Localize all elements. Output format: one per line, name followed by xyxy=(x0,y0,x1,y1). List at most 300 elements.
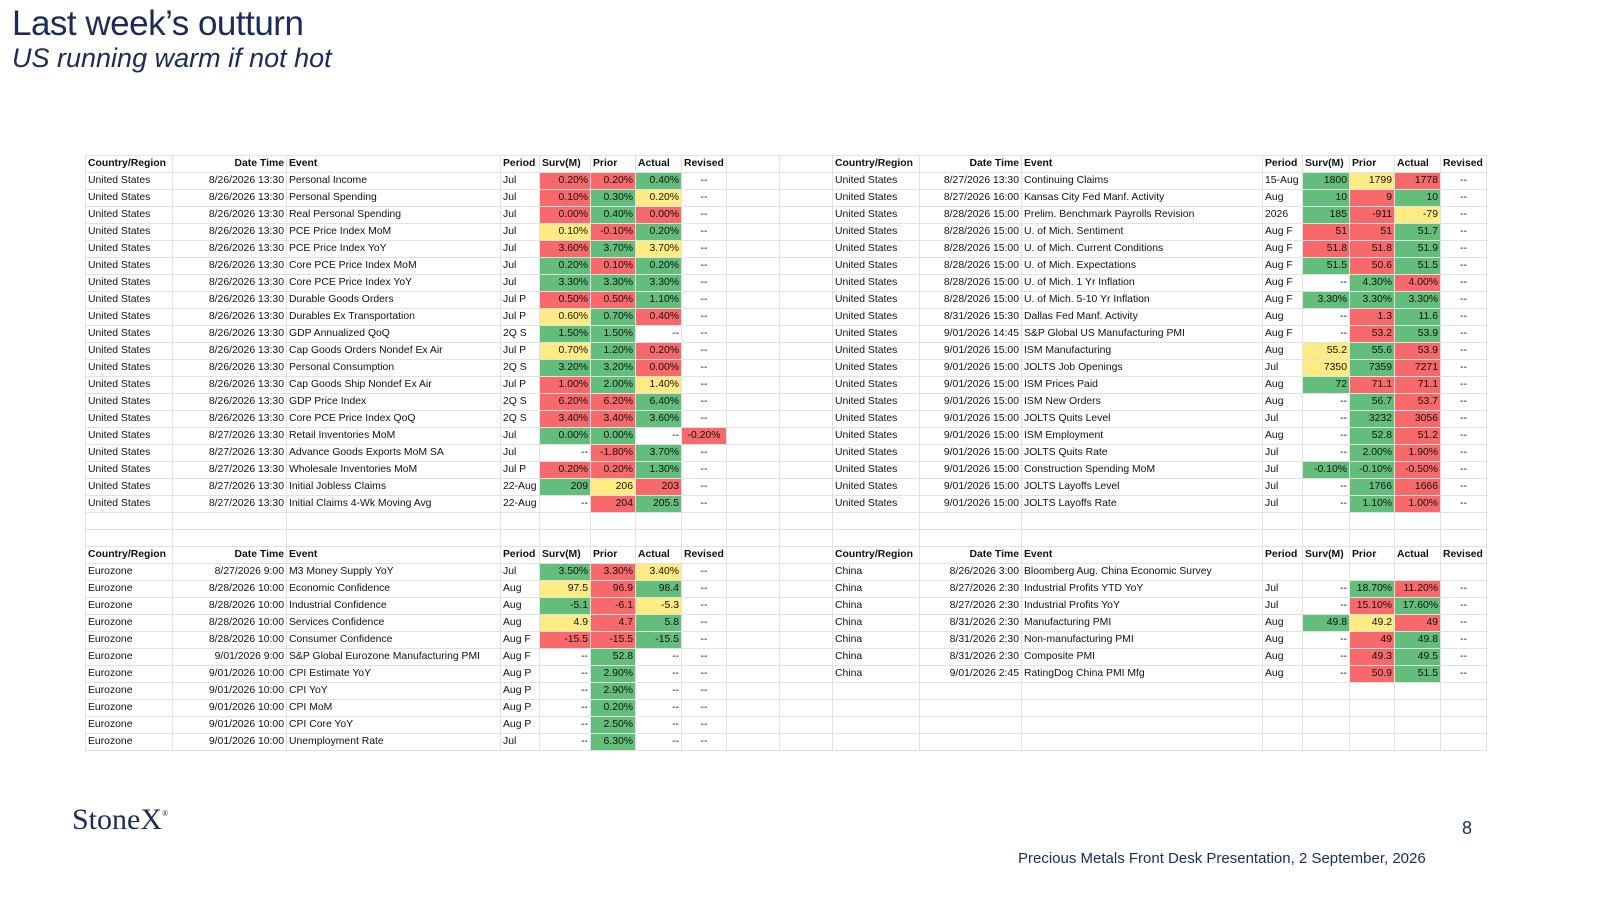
table-cell: -- xyxy=(1303,581,1350,598)
table-cell: United States xyxy=(86,479,173,496)
table-cell: -15.5 xyxy=(540,632,591,649)
table-cell: -- xyxy=(1441,581,1487,598)
table-cell: 5.8 xyxy=(636,615,682,632)
table-cell: 11.20% xyxy=(1395,581,1441,598)
table-cell: 0.00% xyxy=(540,207,591,224)
table-cell: 53.9 xyxy=(1395,326,1441,343)
table-cell: JOLTS Layoffs Rate xyxy=(1022,496,1263,513)
table-cell: Construction Spending MoM xyxy=(1022,462,1263,479)
table-cell: -- xyxy=(1441,411,1487,428)
table-cell: 56.7 xyxy=(1350,394,1395,411)
empty-cell xyxy=(780,275,833,292)
table-cell: 1.90% xyxy=(1395,445,1441,462)
table-cell: United States xyxy=(86,190,173,207)
table-cell: Aug xyxy=(501,581,540,598)
table-cell: JOLTS Layoffs Level xyxy=(1022,479,1263,496)
table-cell: 8/26/2026 13:30 xyxy=(173,241,287,258)
table-cell: 0.40% xyxy=(636,309,682,326)
table-cell: 204 xyxy=(591,496,636,513)
table-cell: 3.60% xyxy=(540,241,591,258)
table-cell: U. of Mich. Sentiment xyxy=(1022,224,1263,241)
table-cell: Industrial Profits YoY xyxy=(1022,598,1263,615)
table-cell: -- xyxy=(1441,258,1487,275)
empty-cell xyxy=(727,530,780,547)
table-cell: -0.50% xyxy=(1395,462,1441,479)
table-cell: 8/28/2026 15:00 xyxy=(920,207,1022,224)
table-cell: 8/28/2026 10:00 xyxy=(173,581,287,598)
table-cell: Jul xyxy=(1263,496,1303,513)
empty-cell xyxy=(1350,717,1395,734)
empty-cell xyxy=(727,683,780,700)
table-cell: Jul P xyxy=(501,377,540,394)
table-cell: 6.20% xyxy=(540,394,591,411)
table-cell: Jul P xyxy=(501,462,540,479)
table-cell: China xyxy=(833,615,920,632)
table-cell: -5.1 xyxy=(540,598,591,615)
empty-cell xyxy=(636,530,682,547)
table-cell: -0.20% xyxy=(682,428,727,445)
table-cell: -- xyxy=(636,326,682,343)
table-cell: United States xyxy=(833,224,920,241)
empty-cell xyxy=(833,717,920,734)
table-cell: Jul xyxy=(501,428,540,445)
table-cell: -- xyxy=(636,734,682,751)
empty-cell xyxy=(780,717,833,734)
table-cell: 51 xyxy=(1303,224,1350,241)
table-cell: Jul xyxy=(1263,598,1303,615)
empty-cell xyxy=(780,513,833,530)
table-cell: -- xyxy=(1303,649,1350,666)
column-header: Prior xyxy=(591,547,636,564)
table-cell: Aug xyxy=(1263,394,1303,411)
table-row xyxy=(86,224,1487,241)
economic-calendar-grid xyxy=(85,155,1487,751)
table-cell: United States xyxy=(833,411,920,428)
table-cell: United States xyxy=(86,173,173,190)
table-cell: 0.70% xyxy=(540,343,591,360)
header-row xyxy=(86,547,1487,564)
footer-text: Precious Metals Front Desk Presentation, 2 September, 2026 xyxy=(1018,850,1426,867)
table-cell: -- xyxy=(682,309,727,326)
empty-cell xyxy=(1441,683,1487,700)
empty-cell xyxy=(833,513,920,530)
table-cell: 9/01/2026 14:45 xyxy=(920,326,1022,343)
table-cell: -- xyxy=(682,598,727,615)
table-cell: United States xyxy=(833,241,920,258)
empty-cell xyxy=(780,496,833,513)
empty-cell xyxy=(501,513,540,530)
table-cell: China xyxy=(833,632,920,649)
empty-cell xyxy=(780,632,833,649)
empty-cell xyxy=(727,224,780,241)
table-cell: 0.20% xyxy=(540,173,591,190)
table-cell: -1.80% xyxy=(591,445,636,462)
table-cell: M3 Money Supply YoY xyxy=(287,564,501,581)
table-cell: -- xyxy=(1441,598,1487,615)
empty-cell xyxy=(780,360,833,377)
table-cell: 8/27/2026 9:00 xyxy=(173,564,287,581)
table-cell: -- xyxy=(1303,598,1350,615)
table-cell: 0.00% xyxy=(636,207,682,224)
empty-cell xyxy=(682,530,727,547)
table-cell: 3.30% xyxy=(1350,292,1395,309)
table-row xyxy=(86,292,1487,309)
table-cell: 8/26/2026 13:30 xyxy=(173,190,287,207)
empty-cell xyxy=(540,513,591,530)
table-cell: Core PCE Price Index MoM xyxy=(287,258,501,275)
table-cell: Consumer Confidence xyxy=(287,632,501,649)
table-row xyxy=(86,717,1487,734)
table-cell: Continuing Claims xyxy=(1022,173,1263,190)
empty-cell xyxy=(727,326,780,343)
empty-cell xyxy=(727,343,780,360)
table-cell: Aug xyxy=(1263,615,1303,632)
table-cell: 8/27/2026 2:30 xyxy=(920,581,1022,598)
table-cell: 1799 xyxy=(1350,173,1395,190)
table-cell: ISM Employment xyxy=(1022,428,1263,445)
table-cell: 0.20% xyxy=(591,462,636,479)
empty-cell xyxy=(833,700,920,717)
table-cell: Jul xyxy=(501,734,540,751)
table-cell: 9/01/2026 10:00 xyxy=(173,683,287,700)
table-cell: 3.30% xyxy=(636,275,682,292)
empty-cell xyxy=(780,241,833,258)
table-cell: 8/26/2026 13:30 xyxy=(173,360,287,377)
empty-cell xyxy=(727,513,780,530)
table-cell: 3.30% xyxy=(591,275,636,292)
table-row xyxy=(86,411,1487,428)
table-cell: 4.00% xyxy=(1395,275,1441,292)
table-cell: Aug F xyxy=(1263,326,1303,343)
empty-cell xyxy=(727,190,780,207)
empty-cell xyxy=(1350,734,1395,751)
table-cell: -0.10% xyxy=(1350,462,1395,479)
table-cell: Jul xyxy=(501,173,540,190)
table-cell: 3.70% xyxy=(591,241,636,258)
table-cell: Jul xyxy=(501,275,540,292)
table-cell: 2Q S xyxy=(501,326,540,343)
table-cell: -- xyxy=(1441,632,1487,649)
table-cell: 8/26/2026 13:30 xyxy=(173,292,287,309)
table-cell: 51 xyxy=(1350,224,1395,241)
column-header: Date Time xyxy=(173,156,287,173)
empty-cell xyxy=(727,445,780,462)
empty-cell xyxy=(1263,683,1303,700)
empty-cell xyxy=(780,734,833,751)
empty-cell xyxy=(727,649,780,666)
table-cell: Jul xyxy=(1263,445,1303,462)
table-cell: -- xyxy=(682,615,727,632)
empty-cell xyxy=(780,666,833,683)
table-cell: -- xyxy=(682,479,727,496)
table-cell: Aug F xyxy=(1263,241,1303,258)
table-cell: 4.9 xyxy=(540,615,591,632)
table-cell: -5.3 xyxy=(636,598,682,615)
empty-cell xyxy=(780,258,833,275)
empty-cell xyxy=(727,309,780,326)
column-header: Actual xyxy=(636,547,682,564)
table-cell: 3.30% xyxy=(1303,292,1350,309)
empty-cell xyxy=(1263,513,1303,530)
table-cell: 0.50% xyxy=(540,292,591,309)
table-cell: 10 xyxy=(1303,190,1350,207)
table-cell: 7271 xyxy=(1395,360,1441,377)
table-cell: Durable Goods Orders xyxy=(287,292,501,309)
table-cell: -79 xyxy=(1395,207,1441,224)
table-cell: Services Confidence xyxy=(287,615,501,632)
table-cell: -- xyxy=(1303,428,1350,445)
table-cell: United States xyxy=(86,496,173,513)
empty-cell xyxy=(727,292,780,309)
table-cell: -- xyxy=(1303,445,1350,462)
empty-cell xyxy=(287,513,501,530)
table-cell: 8/26/2026 13:30 xyxy=(173,411,287,428)
table-cell: Eurozone xyxy=(86,632,173,649)
empty-cell xyxy=(727,377,780,394)
table-cell: 22-Aug xyxy=(501,496,540,513)
table-cell: Aug xyxy=(1263,343,1303,360)
table-cell: -- xyxy=(636,717,682,734)
table-cell: 0.20% xyxy=(591,700,636,717)
empty-cell xyxy=(1350,700,1395,717)
table-cell: United States xyxy=(86,394,173,411)
table-cell: ISM Prices Paid xyxy=(1022,377,1263,394)
empty-cell xyxy=(780,445,833,462)
table-cell: 52.8 xyxy=(591,649,636,666)
table-cell: -- xyxy=(1441,479,1487,496)
table-cell: 71.1 xyxy=(1395,377,1441,394)
table-cell: -- xyxy=(1441,309,1487,326)
table-cell: JOLTS Job Openings xyxy=(1022,360,1263,377)
table-cell: 0.20% xyxy=(636,258,682,275)
table-cell: 205.5 xyxy=(636,496,682,513)
table-cell: Jul P xyxy=(501,292,540,309)
table-cell: United States xyxy=(833,394,920,411)
column-header: Actual xyxy=(1395,156,1441,173)
empty-cell xyxy=(780,649,833,666)
empty-cell xyxy=(727,428,780,445)
table-cell: 98.4 xyxy=(636,581,682,598)
empty-cell xyxy=(780,683,833,700)
table-cell: 8/28/2026 15:00 xyxy=(920,258,1022,275)
table-cell: Aug F xyxy=(501,632,540,649)
table-cell: China xyxy=(833,581,920,598)
table-cell: -- xyxy=(682,666,727,683)
table-cell: 49.5 xyxy=(1395,649,1441,666)
table-row xyxy=(86,615,1487,632)
table-cell: 8/26/2026 13:30 xyxy=(173,207,287,224)
table-cell: United States xyxy=(86,445,173,462)
table-cell: JOLTS Quits Level xyxy=(1022,411,1263,428)
table-row xyxy=(86,275,1487,292)
empty-cell xyxy=(1303,683,1350,700)
table-cell: Bloomberg Aug. China Economic Survey xyxy=(1022,564,1263,581)
page-number: 8 xyxy=(1462,818,1473,838)
empty-cell xyxy=(727,462,780,479)
table-cell: 0.20% xyxy=(636,190,682,207)
table-cell: 8/26/2026 13:30 xyxy=(173,326,287,343)
empty-cell xyxy=(727,479,780,496)
empty-cell xyxy=(1263,717,1303,734)
empty-cell xyxy=(1263,700,1303,717)
table-row xyxy=(86,683,1487,700)
empty-cell xyxy=(727,156,780,173)
table-cell: 97.5 xyxy=(540,581,591,598)
table-cell: -- xyxy=(682,734,727,751)
table-cell: -- xyxy=(1441,615,1487,632)
empty-cell xyxy=(727,207,780,224)
table-cell: -- xyxy=(1303,275,1350,292)
column-header: Date Time xyxy=(173,547,287,564)
table-cell: Personal Spending xyxy=(287,190,501,207)
table-cell: 209 xyxy=(540,479,591,496)
table-cell: -- xyxy=(682,224,727,241)
table-cell: -6.1 xyxy=(591,598,636,615)
table-cell: 11.6 xyxy=(1395,309,1441,326)
table-row xyxy=(86,700,1487,717)
table-cell: United States xyxy=(86,207,173,224)
table-cell: Eurozone xyxy=(86,734,173,751)
empty-cell xyxy=(727,258,780,275)
table-cell: -- xyxy=(682,275,727,292)
table-cell: 9/01/2026 15:00 xyxy=(920,411,1022,428)
table-cell: -- xyxy=(1441,496,1487,513)
table-cell: -- xyxy=(1303,496,1350,513)
column-header: Revised xyxy=(682,547,727,564)
table-cell: 9/01/2026 15:00 xyxy=(920,496,1022,513)
table-cell: 2.90% xyxy=(591,666,636,683)
column-header: Period xyxy=(1263,156,1303,173)
table-cell: China xyxy=(833,598,920,615)
table-cell: 49.8 xyxy=(1395,632,1441,649)
empty-cell xyxy=(780,207,833,224)
empty-cell xyxy=(540,530,591,547)
table-cell: 8/27/2026 13:30 xyxy=(173,496,287,513)
table-cell: -- xyxy=(540,649,591,666)
table-cell: Aug xyxy=(1263,666,1303,683)
table-row xyxy=(86,632,1487,649)
empty-cell xyxy=(1350,513,1395,530)
table-cell: Jul P xyxy=(501,309,540,326)
empty-cell xyxy=(173,530,287,547)
stonex-logo: StoneX® xyxy=(72,803,169,836)
table-cell: Aug xyxy=(1263,309,1303,326)
table-cell: United States xyxy=(833,309,920,326)
table-cell: 1.40% xyxy=(636,377,682,394)
header-row xyxy=(86,156,1487,173)
table-cell: Aug F xyxy=(1263,275,1303,292)
table-row xyxy=(86,377,1487,394)
table-row xyxy=(86,173,1487,190)
table-cell: Dallas Fed Manf. Activity xyxy=(1022,309,1263,326)
table-cell: 22-Aug xyxy=(501,479,540,496)
table-cell: -- xyxy=(682,173,727,190)
table-cell: -- xyxy=(1303,479,1350,496)
empty-cell xyxy=(780,377,833,394)
table-cell: United States xyxy=(833,496,920,513)
table-cell: 1.3 xyxy=(1350,309,1395,326)
table-cell: 49.8 xyxy=(1303,615,1350,632)
column-header: Date Time xyxy=(920,156,1022,173)
table-cell: United States xyxy=(833,445,920,462)
empty-cell xyxy=(727,173,780,190)
table-cell: 8/27/2026 13:30 xyxy=(173,462,287,479)
empty-cell xyxy=(1441,700,1487,717)
table-cell xyxy=(1350,564,1395,581)
table-cell: Initial Jobless Claims xyxy=(287,479,501,496)
table-cell: 8/31/2026 2:30 xyxy=(920,632,1022,649)
table-cell: -- xyxy=(1441,207,1487,224)
empty-cell xyxy=(727,700,780,717)
table-cell xyxy=(1303,564,1350,581)
table-cell: 1666 xyxy=(1395,479,1441,496)
empty-cell xyxy=(1303,700,1350,717)
table-cell: 1778 xyxy=(1395,173,1441,190)
table-cell: -- xyxy=(1303,411,1350,428)
column-header: Period xyxy=(501,156,540,173)
table-cell: 1.10% xyxy=(1350,496,1395,513)
empty-cell xyxy=(780,598,833,615)
table-cell: -- xyxy=(540,734,591,751)
column-header: Surv(M) xyxy=(540,156,591,173)
empty-cell xyxy=(1441,513,1487,530)
table-cell: Kansas City Fed Manf. Activity xyxy=(1022,190,1263,207)
table-cell: -- xyxy=(682,377,727,394)
table-cell: Aug xyxy=(1263,428,1303,445)
table-cell: Composite PMI xyxy=(1022,649,1263,666)
table-cell: -- xyxy=(682,632,727,649)
table-cell: 1766 xyxy=(1350,479,1395,496)
table-cell: 8/27/2026 16:00 xyxy=(920,190,1022,207)
empty-cell xyxy=(780,173,833,190)
table-cell: -- xyxy=(1441,394,1487,411)
table-cell: United States xyxy=(86,326,173,343)
table-cell: -- xyxy=(1441,173,1487,190)
empty-cell xyxy=(591,530,636,547)
table-cell: Eurozone xyxy=(86,649,173,666)
table-cell: 2.00% xyxy=(1350,445,1395,462)
table-cell: 0.20% xyxy=(591,173,636,190)
table-cell: -- xyxy=(682,445,727,462)
table-cell: Cap Goods Ship Nondef Ex Air xyxy=(287,377,501,394)
table-cell: 6.30% xyxy=(591,734,636,751)
empty-cell xyxy=(833,734,920,751)
empty-cell xyxy=(780,411,833,428)
empty-cell xyxy=(727,581,780,598)
empty-cell xyxy=(780,700,833,717)
empty-cell xyxy=(780,190,833,207)
table-row xyxy=(86,496,1487,513)
empty-cell xyxy=(727,598,780,615)
empty-cell xyxy=(1441,530,1487,547)
table-cell: 3.30% xyxy=(540,275,591,292)
empty-cell xyxy=(501,530,540,547)
table-cell: Aug F xyxy=(1263,258,1303,275)
table-cell: -- xyxy=(682,360,727,377)
table-cell: Jul xyxy=(501,207,540,224)
table-cell: -- xyxy=(636,666,682,683)
table-cell: Manufacturing PMI xyxy=(1022,615,1263,632)
table-cell: Aug P xyxy=(501,683,540,700)
table-cell: 0.20% xyxy=(636,224,682,241)
table-cell: 3.60% xyxy=(636,411,682,428)
empty-cell xyxy=(1395,717,1441,734)
table-cell: U. of Mich. 5-10 Yr Inflation xyxy=(1022,292,1263,309)
table-cell: -- xyxy=(1441,462,1487,479)
empty-cell xyxy=(1022,717,1263,734)
table-cell: 10 xyxy=(1395,190,1441,207)
empty-cell xyxy=(727,241,780,258)
